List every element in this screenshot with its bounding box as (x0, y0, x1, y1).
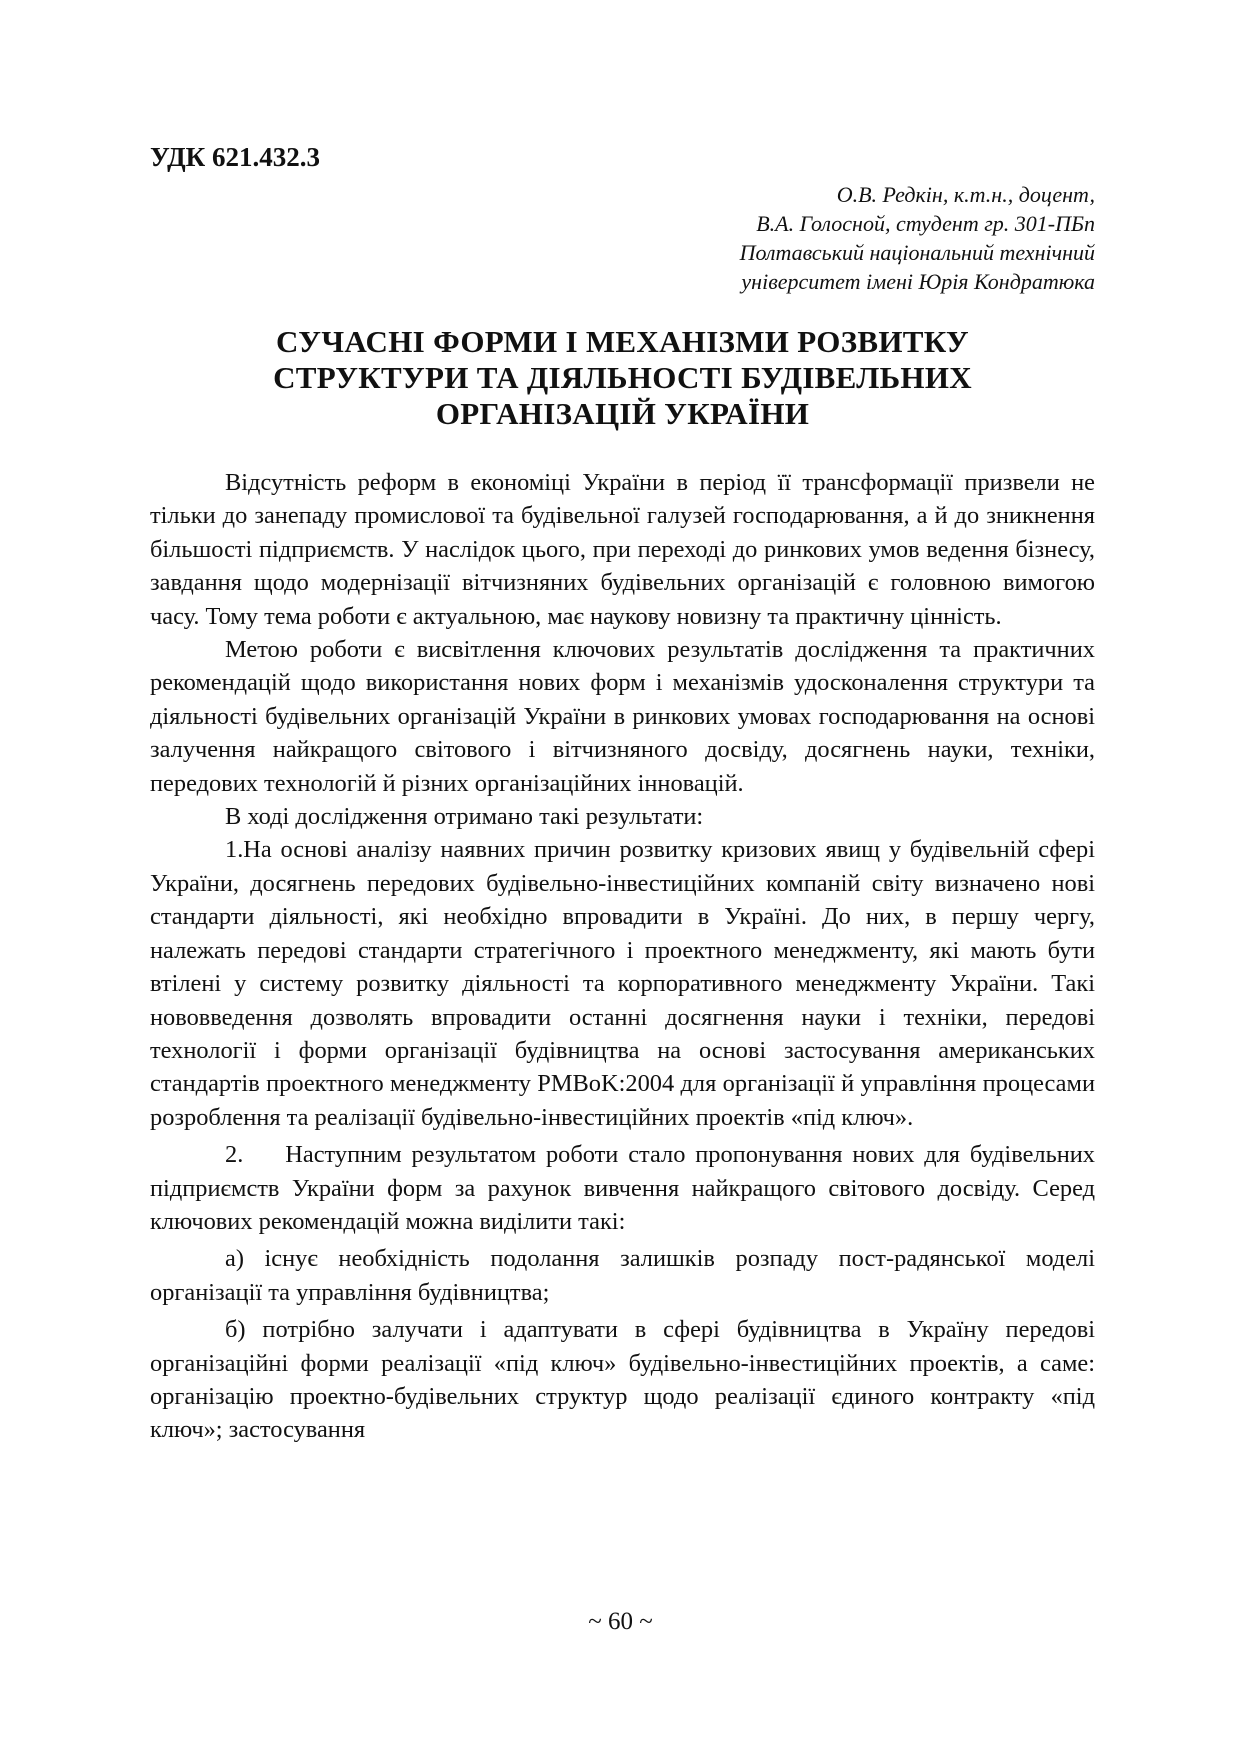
paragraph-goal: Метою роботи є висвітлення ключових результатів дослідження та практичних рекомендацій щодо використання нових форм і механізмів удосконалення структури та діяльності будівельних організацій України в ринкових умовах господарювання на основі залучення найкращого світового і вітчизняного досвіду, досягнень науки, техніки, передових технологій й різних організаційних інновацій. (150, 636, 1095, 797)
paragraph-result-1: 1.На основі аналізу наявних причин розвитку кризових явищ у будівельній сфері України, досягнень передових будівельно-інвестиційних компаній світу визначено нові стандарти діяльності, які необхідно впровадити в Україні. До них, в першу чергу, належать передові стандарти стратегічного і проектного менеджменту, які мають бути втілені у систему розвитку діяльності та корпоративного менеджменту України. Такі нововведення дозволять впровадити останні досягнення науки і техніки, передові технології і форми організації будівництва на основі застосування американських стандартів проектного менеджменту PMBoK:2004 для організації й управління процесами розроблення та реалізації будівельно-інвестиційних проектів «під ключ». (150, 836, 1095, 1131)
result-2-text: Наступним результатом роботи стало пропонування нових для будівельних підприємств України форм за рахунок вивчення найкращого світового досвіду. Серед ключових рекомендацій можна виділити такі: (150, 1141, 1095, 1235)
paragraph-results-lead: В ході дослідження отримано такі результати: (225, 803, 704, 831)
author-block (150, 180, 1095, 296)
article-title (150, 324, 1095, 432)
article-body (150, 466, 1095, 1447)
udk-code: УДК 621.432.3 (150, 142, 320, 172)
paragraph-intro: Відсутність реформ в економіці України в період її трансформації призвели не тільки до занепаду промислової та будівельної галузей господарювання, а й до зникнення більшості підприємств. У наслідок цього, при переході до ринкових умов ведення бізнесу, завдання щодо модернізації вітчизняних будівельних організацій є головною вимогою часу. Тому тема роботи є актуальною, має наукову новизну та практичну цінність. (150, 469, 1095, 630)
paragraph-result-2 (150, 1138, 1095, 1238)
title-line-1: СУЧАСНІ ФОРМИ І МЕХАНІЗМИ РОЗВИТКУ (276, 324, 969, 359)
author-line-2: В.А. Голосной, студент гр. 301-ПБп (756, 211, 1095, 236)
paragraph-recommendation-a: а) існує необхідність подолання залишків розпаду пост-радянської моделі організації та управління будівництва; (150, 1245, 1095, 1306)
title-line-2: СТРУКТУРИ ТА ДІЯЛЬНОСТІ БУДІВЕЛЬНИХ (273, 360, 972, 395)
affiliation-line-1: Полтавський національний технічний (739, 240, 1095, 265)
paragraph-recommendation-b: б) потрібно залучати і адаптувати в сфері будівництва в Україну передові організаційні форми реалізації «під ключ» будівельно-інвестиційних проектів, а саме: організацію проектно-будівельних структур щодо реалізації єдиного контракту «під ключ»; застосування (150, 1316, 1095, 1444)
author-line-1: О.В. Редкін, к.т.н., доцент, (836, 182, 1095, 207)
page (150, 140, 1095, 1447)
page-number: ~ 60 ~ (588, 1608, 653, 1635)
affiliation-line-2: університет імені Юрія Кондратюка (741, 269, 1095, 294)
title-line-3: ОРГАНІЗАЦІЙ УКРАЇНИ (435, 396, 810, 431)
list-number: 2. (225, 1141, 244, 1169)
